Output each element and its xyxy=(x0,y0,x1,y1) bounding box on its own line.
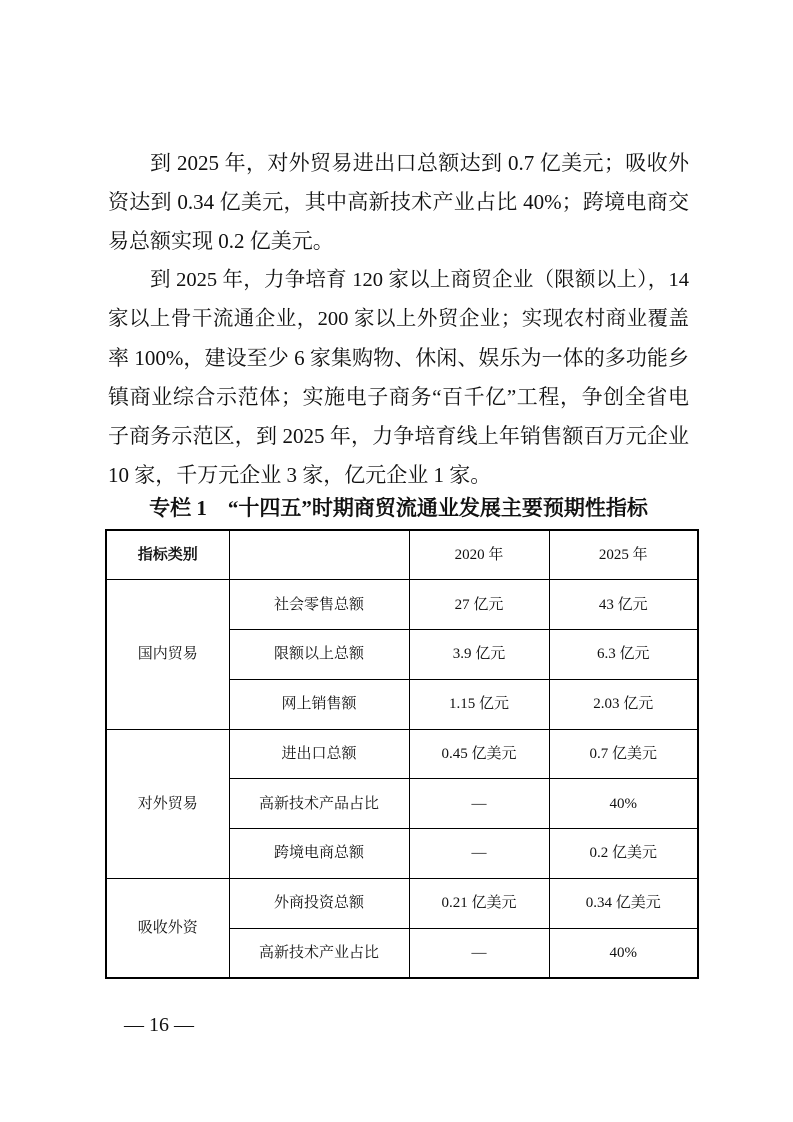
header-empty-cell xyxy=(229,530,409,580)
header-2025-cell: 2025 年 xyxy=(549,530,698,580)
value-2025-cell: 0.2 亿美元 xyxy=(549,829,698,879)
table-row xyxy=(106,729,698,779)
indicator-table xyxy=(105,529,699,979)
value-2020-cell: 0.45 亿美元 xyxy=(409,729,549,779)
table-row xyxy=(106,878,698,928)
indicator-cell: 高新技术产业占比 xyxy=(229,928,409,978)
text-line: 到 2025 年，对外贸易进出口总额达到 0.7 亿美元；吸收外 xyxy=(150,150,689,175)
indicator-cell: 跨境电商总额 xyxy=(229,829,409,879)
indicator-cell: 进出口总额 xyxy=(229,729,409,779)
table-caption: 专栏 1 “十四五”时期商贸流通业发展主要预期性指标 xyxy=(149,496,648,520)
value-2025-cell: 43 亿元 xyxy=(549,580,698,630)
text-line: 镇商业综合示范体；实施电子商务“百千亿”工程，争创全省电 xyxy=(108,384,689,409)
value-2020-cell: 27 亿元 xyxy=(409,580,549,630)
value-2025-cell: 40% xyxy=(549,779,698,829)
value-2020-cell: 1.15 亿元 xyxy=(409,679,549,729)
text-line: 率 100%，建设至少 6 家集购物、休闲、娱乐为一体的多功能乡 xyxy=(108,345,689,370)
value-2025-cell: 2.03 亿元 xyxy=(549,679,698,729)
table-row xyxy=(106,580,698,630)
paragraph-foreign-trade-targets xyxy=(108,144,689,261)
value-2020-cell: — xyxy=(409,779,549,829)
category-cell: 对外贸易 xyxy=(106,729,229,878)
body-text xyxy=(108,144,689,495)
table-header-row xyxy=(106,530,698,580)
value-2025-cell: 6.3 亿元 xyxy=(549,630,698,680)
value-2025-cell: 0.34 亿美元 xyxy=(549,878,698,928)
category-cell: 吸收外资 xyxy=(106,878,229,978)
value-2025-cell: 40% xyxy=(549,928,698,978)
header-2020-cell: 2020 年 xyxy=(409,530,549,580)
value-2025-cell: 0.7 亿美元 xyxy=(549,729,698,779)
text-line: 10 家，千万元企业 3 家，亿元企业 1 家。 xyxy=(108,462,492,487)
header-category-cell: 指标类别 xyxy=(106,530,229,580)
indicator-cell: 社会零售总额 xyxy=(229,580,409,630)
text-line: 易总额实现 0.2 亿美元。 xyxy=(108,228,334,253)
text-line: 到 2025 年，力争培育 120 家以上商贸企业（限额以上），14 xyxy=(150,268,689,291)
value-2020-cell: — xyxy=(409,829,549,879)
text-line: 家以上骨干流通企业，200 家以上外贸企业；实现农村商业覆盖 xyxy=(108,307,689,330)
indicator-cell: 高新技术产品占比 xyxy=(229,779,409,829)
category-cell: 国内贸易 xyxy=(106,580,229,729)
indicator-cell: 限额以上总额 xyxy=(229,630,409,680)
text-line: 资达到 0.34 亿美元，其中高新技术产业占比 40%；跨境电商交 xyxy=(108,189,689,214)
value-2020-cell: — xyxy=(409,928,549,978)
indicator-cell: 外商投资总额 xyxy=(229,878,409,928)
text-line: 子商务示范区，到 2025 年，力争培育线上年销售额百万元企业 xyxy=(108,423,689,448)
value-2020-cell: 0.21 亿美元 xyxy=(409,878,549,928)
paragraph-enterprise-targets xyxy=(108,261,689,495)
page-number: — 16 — xyxy=(124,1014,194,1036)
value-2020-cell: 3.9 亿元 xyxy=(409,630,549,680)
indicator-cell: 网上销售额 xyxy=(229,679,409,729)
